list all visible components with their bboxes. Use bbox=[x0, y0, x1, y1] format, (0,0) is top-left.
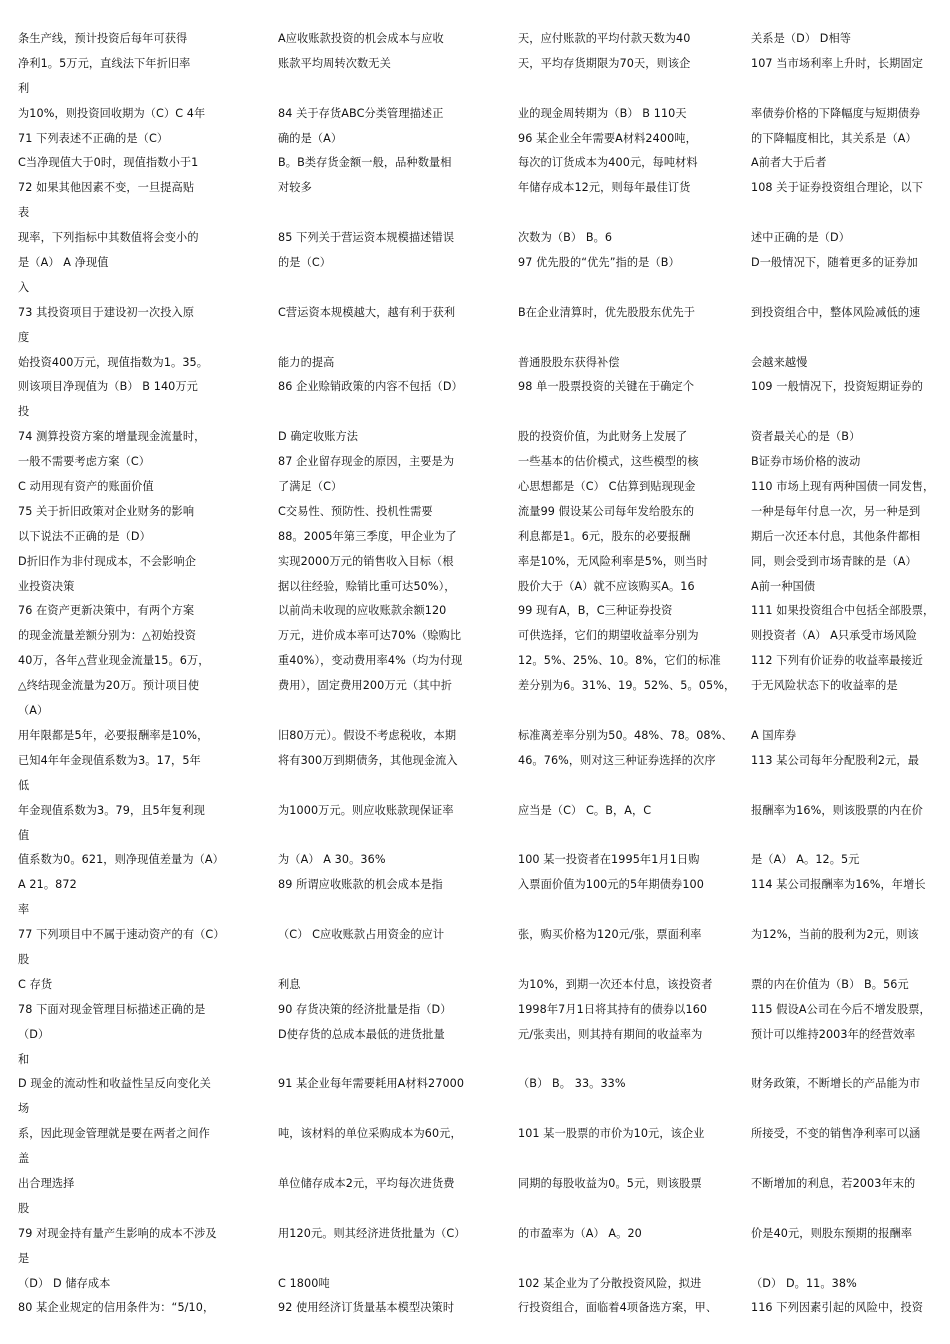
text-line: 同期的每股收益为0。5元，则该股票 bbox=[518, 1176, 702, 1190]
text-line: 条生产线，预计投资后每年可获得 bbox=[18, 32, 188, 45]
text-line: 每次的订货成本为400元，每吨材料 bbox=[518, 156, 698, 170]
text-line: 73 其投资项目于建设初一次投入原 bbox=[18, 305, 195, 319]
text-line bbox=[278, 774, 478, 799]
text-line: 100 某一投资者在1995年1月1日购 bbox=[518, 853, 700, 867]
text-line: 场 bbox=[18, 1102, 30, 1116]
text-line bbox=[751, 824, 945, 849]
text-line: C当净现值大于0时，现值指数小于1 bbox=[18, 156, 199, 170]
text-line: 重40%），变动费用率4%（均为付现 bbox=[278, 654, 463, 668]
text-line: 108 关于证券投资组合理论，以下 bbox=[751, 181, 924, 195]
text-line: 次数为（B） B。6 bbox=[518, 231, 613, 245]
text-line: 102 某企业为了分散投资风险，拟进 bbox=[518, 1276, 702, 1290]
text-line: D 确定收账方法 bbox=[278, 430, 359, 444]
text-line: 始投资400万元，现值指数为1。35。 bbox=[18, 355, 209, 369]
text-line: 116 下列因素引起的风险中，投资 bbox=[751, 1301, 924, 1315]
text-line: 值系数为0。621，则净现值差量为（A） bbox=[18, 853, 224, 867]
text-line: 股 bbox=[18, 1201, 30, 1215]
text-line: 88。2005年第三季度，甲企业为了 bbox=[278, 529, 457, 543]
text-line bbox=[278, 898, 478, 923]
text-line: 71 下列表述不正确的是（C） bbox=[18, 131, 169, 145]
text-line: 同，则会受到市场青睐的是（A） bbox=[751, 554, 917, 568]
text-line: 利息 bbox=[278, 977, 301, 991]
text-line: 出合理选择 bbox=[18, 1176, 75, 1190]
text-line: 入 bbox=[18, 280, 30, 294]
text-line: 则投资者（A） A只承受市场风险 bbox=[751, 629, 917, 643]
text-line: 为1000万元。则应收账款现保证率 bbox=[278, 803, 454, 817]
text-line bbox=[518, 1247, 733, 1272]
text-line: 97 优先股的“优先”指的是（B） bbox=[518, 256, 680, 270]
text-line: 利 bbox=[18, 81, 30, 95]
text-line: （D） D。11。38% bbox=[751, 1276, 857, 1290]
text-line: 113 某公司每年分配股利2元，最 bbox=[751, 753, 919, 767]
text-line: 一些基本的估价模式，这些模型的核 bbox=[518, 455, 699, 469]
text-line: 将有300万到期债务，其他现金流入 bbox=[278, 753, 458, 767]
text-line: 不断增加的利息，若2003年末的 bbox=[751, 1176, 916, 1190]
text-line: 据以往经验，赊销比重可达50%）， bbox=[278, 579, 456, 593]
text-line: 值 bbox=[18, 828, 30, 842]
text-line bbox=[278, 1247, 478, 1272]
text-line: 表 bbox=[18, 206, 30, 220]
text-line: 79 对现金持有量产生影响的成本不涉及 bbox=[18, 1226, 217, 1240]
text-line bbox=[278, 400, 478, 425]
text-line: 天，应付账款的平均付款天数为40 bbox=[518, 32, 691, 45]
text-line bbox=[518, 774, 733, 799]
text-line bbox=[751, 1147, 945, 1172]
text-column-1 bbox=[18, 27, 236, 1321]
text-line: 率是10%，无风险利率是5%，则当时 bbox=[518, 554, 708, 568]
text-line: 账款平均周转次数无关 bbox=[278, 56, 391, 70]
text-line: 40万，各年△营业现金流量15。6万， bbox=[18, 654, 210, 668]
text-line bbox=[751, 898, 945, 923]
text-line: 1998年7月1日将其持有的债券以160 bbox=[518, 1002, 708, 1016]
text-line bbox=[278, 1097, 478, 1122]
text-line: 利息都是1。6元，股东的必要报酬 bbox=[518, 529, 691, 543]
text-line bbox=[518, 1197, 733, 1222]
text-line: 99 现有A，B，C三种证券投资 bbox=[518, 604, 673, 618]
text-line: D一般情况下，随着更多的证券加 bbox=[751, 256, 918, 270]
text-line: △终结现金流量为20万。预计项目使 bbox=[18, 679, 200, 693]
text-line bbox=[278, 824, 478, 849]
text-line bbox=[751, 1247, 945, 1272]
text-line: 的现金流量差额分别为：△初始投资 bbox=[18, 629, 197, 643]
text-line: 96 某企业全年需要A材料2400吨， bbox=[518, 131, 697, 145]
text-line: 述中正确的是（D） bbox=[751, 231, 851, 245]
text-line: D 现金的流动性和收益性呈反向变化关 bbox=[18, 1077, 211, 1091]
text-line bbox=[278, 1197, 478, 1222]
text-line: 76 在资产更新决策中，有两个方案 bbox=[18, 604, 195, 618]
text-line bbox=[751, 77, 945, 102]
text-line: 87 企业留存现金的原因，主要是为 bbox=[278, 455, 455, 469]
text-line: 72 如果其他因素不变，一旦提高贴 bbox=[18, 181, 195, 195]
text-line: 实现2000万元的销售收入目标（根 bbox=[278, 554, 454, 568]
text-line: 所接受，不变的销售净利率可以涵 bbox=[751, 1127, 921, 1141]
text-line bbox=[278, 201, 478, 226]
text-line: 86 企业赊销政策的内容不包括（D） bbox=[278, 380, 463, 394]
text-line bbox=[751, 1197, 945, 1222]
text-line: 年金现值系数为3。79，且5年复利现 bbox=[18, 803, 205, 817]
text-line bbox=[751, 276, 945, 301]
text-line: 到投资组合中，整体风险减低的速 bbox=[751, 305, 921, 319]
text-line bbox=[518, 276, 733, 301]
text-line: 吨，该材料的单位采购成本为60元， bbox=[278, 1127, 462, 1141]
text-line: 107 当市场利率上升时，长期固定 bbox=[751, 56, 924, 70]
text-line: 率债券价格的下降幅度与短期债券 bbox=[751, 106, 921, 120]
text-line: A前者大于后者 bbox=[751, 156, 827, 170]
text-line: 旧80万元）。假设不考虑税收，本期 bbox=[278, 728, 457, 742]
text-line: 应当是（C） C。B，A，C bbox=[518, 803, 652, 817]
text-line: 则该项目净现值为（B） B 140万元 bbox=[18, 380, 198, 394]
text-line: C交易性、预防性、投机性需要 bbox=[278, 504, 433, 518]
text-line: 85 下列关于营运资本规模描述错误 bbox=[278, 231, 455, 245]
text-line: 111 如果投资组合中包括全部股票， bbox=[751, 604, 935, 618]
text-line: 是 bbox=[18, 1251, 30, 1265]
text-line bbox=[278, 948, 478, 973]
text-line bbox=[278, 1048, 478, 1073]
text-line: （B） B。 33。33% bbox=[518, 1077, 626, 1091]
text-column-4 bbox=[751, 27, 945, 1321]
text-line: 单位储存成本2元，平均每次进货费 bbox=[278, 1176, 455, 1190]
text-line bbox=[278, 276, 478, 301]
text-line bbox=[518, 1048, 733, 1073]
text-line: C 1800吨 bbox=[278, 1276, 330, 1290]
text-line: A 21。872 bbox=[18, 878, 77, 892]
text-line bbox=[518, 824, 733, 849]
text-line: 报酬率为16%，则该股票的内在价 bbox=[751, 803, 923, 817]
text-line: 的下降幅度相比，其关系是（A） bbox=[751, 131, 917, 145]
text-line: 度 bbox=[18, 330, 30, 344]
text-line: A 国库券 bbox=[751, 728, 797, 742]
text-line: 盖 bbox=[18, 1152, 30, 1166]
text-line: 股的投资价值，为此财务上发展了 bbox=[518, 430, 688, 444]
text-line: 费用），固定费用200万元（其中折 bbox=[278, 679, 453, 693]
text-line bbox=[278, 326, 478, 351]
text-line bbox=[518, 201, 733, 226]
text-line: 年储存成本12元，则每年最佳订货 bbox=[518, 181, 691, 195]
text-line: C 存货 bbox=[18, 977, 53, 991]
text-line: 能力的提高 bbox=[278, 355, 335, 369]
text-line: 75 关于折旧政策对企业财务的影响 bbox=[18, 504, 195, 518]
text-line: B在企业清算时，优先股股东优先于 bbox=[518, 305, 696, 319]
text-line: 一般不需要考虑方案（C） bbox=[18, 455, 151, 469]
text-line: B证券市场价格的波动 bbox=[751, 455, 861, 469]
text-line: 财务政策，不断增长的产品能为市 bbox=[751, 1077, 921, 1091]
text-line: B。B类存货金额一般，品种数量相 bbox=[278, 156, 452, 170]
text-line: 万元，进价成本率可达70%（赊购比 bbox=[278, 629, 462, 643]
text-line: D折旧作为非付现成本，不会影响企 bbox=[18, 554, 197, 568]
text-line: 84 关于存货ABC分类管理描述正 bbox=[278, 106, 444, 120]
text-line: （D） bbox=[18, 1027, 50, 1041]
text-line: （C） C应收账款占用资金的应计 bbox=[278, 928, 445, 942]
text-line: 股 bbox=[18, 952, 30, 966]
text-line: 了满足（C） bbox=[278, 480, 343, 494]
text-line: 用120元。则其经济进货批量为（C） bbox=[278, 1226, 466, 1240]
text-line: 预计可以维持2003年的经营效率 bbox=[751, 1027, 916, 1041]
text-line: 现率，下列指标中其数值将会变小的 bbox=[18, 231, 199, 245]
text-line: 77 下列项目中不属于速动资产的有（C） bbox=[18, 928, 225, 942]
text-line: 票的内在价值为（B） B。56元 bbox=[751, 977, 909, 991]
text-line: 期后一次还本付息，其他条件都相 bbox=[751, 529, 921, 543]
text-line: 80 某企业规定的信用条件为：“5/10， bbox=[18, 1301, 215, 1315]
text-line: A应收账款投资的机会成本与应收 bbox=[278, 32, 444, 45]
text-line: 为10%，到期一次还本付息，该投资者 bbox=[518, 977, 713, 991]
text-line: 90 存货决策的经济批量是指（D） bbox=[278, 1002, 452, 1016]
text-line bbox=[751, 326, 945, 351]
text-line bbox=[518, 1147, 733, 1172]
text-line: 心思想都是（C） C估算到贴现现金 bbox=[518, 480, 696, 494]
text-line: 为10%，则投资回收期为（C）C 4年 bbox=[18, 106, 206, 120]
text-column-3 bbox=[518, 27, 736, 1321]
text-line: 业投资决策 bbox=[18, 579, 75, 593]
text-line: 为12%，当前的股利为2元，则该 bbox=[751, 928, 919, 942]
text-line bbox=[751, 201, 945, 226]
text-line: 89 所谓应收账款的机会成本是指 bbox=[278, 878, 443, 892]
text-line bbox=[518, 77, 733, 102]
text-line: 和 bbox=[18, 1052, 30, 1066]
text-line: 112 下列有价证券的收益率最接近 bbox=[751, 654, 924, 668]
text-line: 12。5%、25%、10。8%，它们的标准 bbox=[518, 654, 721, 668]
text-line: 于无风险状态下的收益率的是 bbox=[751, 679, 898, 693]
text-line: 投 bbox=[18, 405, 30, 419]
text-line: 价是40元，则股东预期的报酬率 bbox=[751, 1226, 913, 1240]
text-line: 为（A） A 30。36% bbox=[278, 853, 386, 867]
text-line: 天，平均存货期限为70天，则该企 bbox=[518, 56, 691, 70]
text-line bbox=[751, 1097, 945, 1122]
text-line bbox=[751, 400, 945, 425]
text-line: 以下说法不正确的是（D） bbox=[18, 529, 151, 543]
text-line: 资者最关心的是（B） bbox=[751, 430, 861, 444]
text-line: 92 使用经济订货量基本模型决策时 bbox=[278, 1301, 455, 1315]
text-line: 98 单一股票投资的关键在于确定个 bbox=[518, 380, 695, 394]
text-line: 已知4年年金现值系数为3。17，5年 bbox=[18, 753, 201, 767]
text-line: 101 某一股票的市价为10元，该企业 bbox=[518, 1127, 705, 1141]
text-line: C营运资本规模越大，越有利于获利 bbox=[278, 305, 456, 319]
text-line bbox=[518, 699, 733, 724]
text-line bbox=[518, 1097, 733, 1122]
text-line: 114 某公司报酬率为16%，年增长 bbox=[751, 878, 926, 892]
text-line: 业的现金周转期为（B） B 110天 bbox=[518, 106, 687, 120]
text-line bbox=[751, 699, 945, 724]
text-line: A前一种国债 bbox=[751, 579, 816, 593]
text-line bbox=[751, 948, 945, 973]
text-line: 用年限都是5年，必要报酬率是10%， bbox=[18, 728, 209, 742]
text-line: 110 市场上现有两种国债一同发售， bbox=[751, 480, 935, 494]
text-line: 行投资组合，面临着4项备选方案，甲、 bbox=[518, 1301, 718, 1315]
text-line: 的是（C） bbox=[278, 256, 332, 270]
text-line: 标准离差率分别为50。48%、78。08%、 bbox=[518, 728, 733, 742]
text-line: 系，因此现金管理就是要在两者之间作 bbox=[18, 1127, 210, 1141]
text-line: 入票面价值为100元的5年期债券100 bbox=[518, 878, 704, 892]
text-line: 确的是（A） bbox=[278, 131, 343, 145]
text-line: 元/张卖出，则其持有期间的收益率为 bbox=[518, 1027, 703, 1041]
text-line: 是（A） A。12。5元 bbox=[751, 853, 860, 867]
text-line bbox=[278, 77, 478, 102]
text-line: 的市盈率为（A） A。20 bbox=[518, 1226, 642, 1240]
text-line: 115 假设A公司在今后不增发股票， bbox=[751, 1002, 931, 1016]
text-line: 关系是（D） D相等 bbox=[751, 32, 852, 45]
text-line: 78 下面对现金管理目标描述正确的是 bbox=[18, 1002, 206, 1016]
text-line: （D） D 储存成本 bbox=[18, 1276, 111, 1290]
text-line: （A） bbox=[18, 704, 49, 718]
text-line: 对较多 bbox=[278, 181, 312, 195]
text-column-2 bbox=[278, 27, 478, 1321]
text-line: 流量99 假设某公司每年发给股东的 bbox=[518, 504, 695, 518]
text-line: 91 某企业每年需要耗用A材料27000 bbox=[278, 1077, 465, 1091]
text-line bbox=[518, 898, 733, 923]
text-line: 净利1。5万元，直线法下年折旧率 bbox=[18, 56, 191, 70]
text-line: 会越来越慢 bbox=[751, 355, 808, 369]
text-line bbox=[751, 1048, 945, 1073]
text-line: 差分别为6。31%、19。52%、5。05%， bbox=[518, 679, 736, 693]
text-line: C 动用现有资产的账面价值 bbox=[18, 480, 154, 494]
text-line: 低 bbox=[18, 778, 30, 792]
text-line: 率 bbox=[18, 903, 30, 917]
text-line: 是（A） A 净现值 bbox=[18, 256, 109, 270]
text-line: 股价大于（A）就不应该购买A。16 bbox=[518, 579, 695, 593]
text-line bbox=[518, 400, 733, 425]
text-line: D使存货的总成本最低的进货批量 bbox=[278, 1027, 445, 1041]
text-line: 普通股股东获得补偿 bbox=[518, 355, 620, 369]
text-line bbox=[518, 326, 733, 351]
text-line: 一种是每年付息一次，另一种是到 bbox=[751, 504, 921, 518]
text-line bbox=[751, 774, 945, 799]
text-line bbox=[278, 1147, 478, 1172]
text-line bbox=[278, 699, 478, 724]
text-line bbox=[518, 948, 733, 973]
text-line: 可供选择，它们的期望收益率分别为 bbox=[518, 629, 699, 643]
text-line: 109 一般情况下，投资短期证券的 bbox=[751, 380, 924, 394]
text-line: 以前尚未收现的应收账款余额120 bbox=[278, 604, 447, 618]
text-line: 74 测算投资方案的增量现金流量时， bbox=[18, 430, 206, 444]
text-line: 46。76%，则对这三种证券选择的次序 bbox=[518, 753, 716, 767]
text-line: 张，购买价格为120元/张，票面利率 bbox=[518, 928, 702, 942]
